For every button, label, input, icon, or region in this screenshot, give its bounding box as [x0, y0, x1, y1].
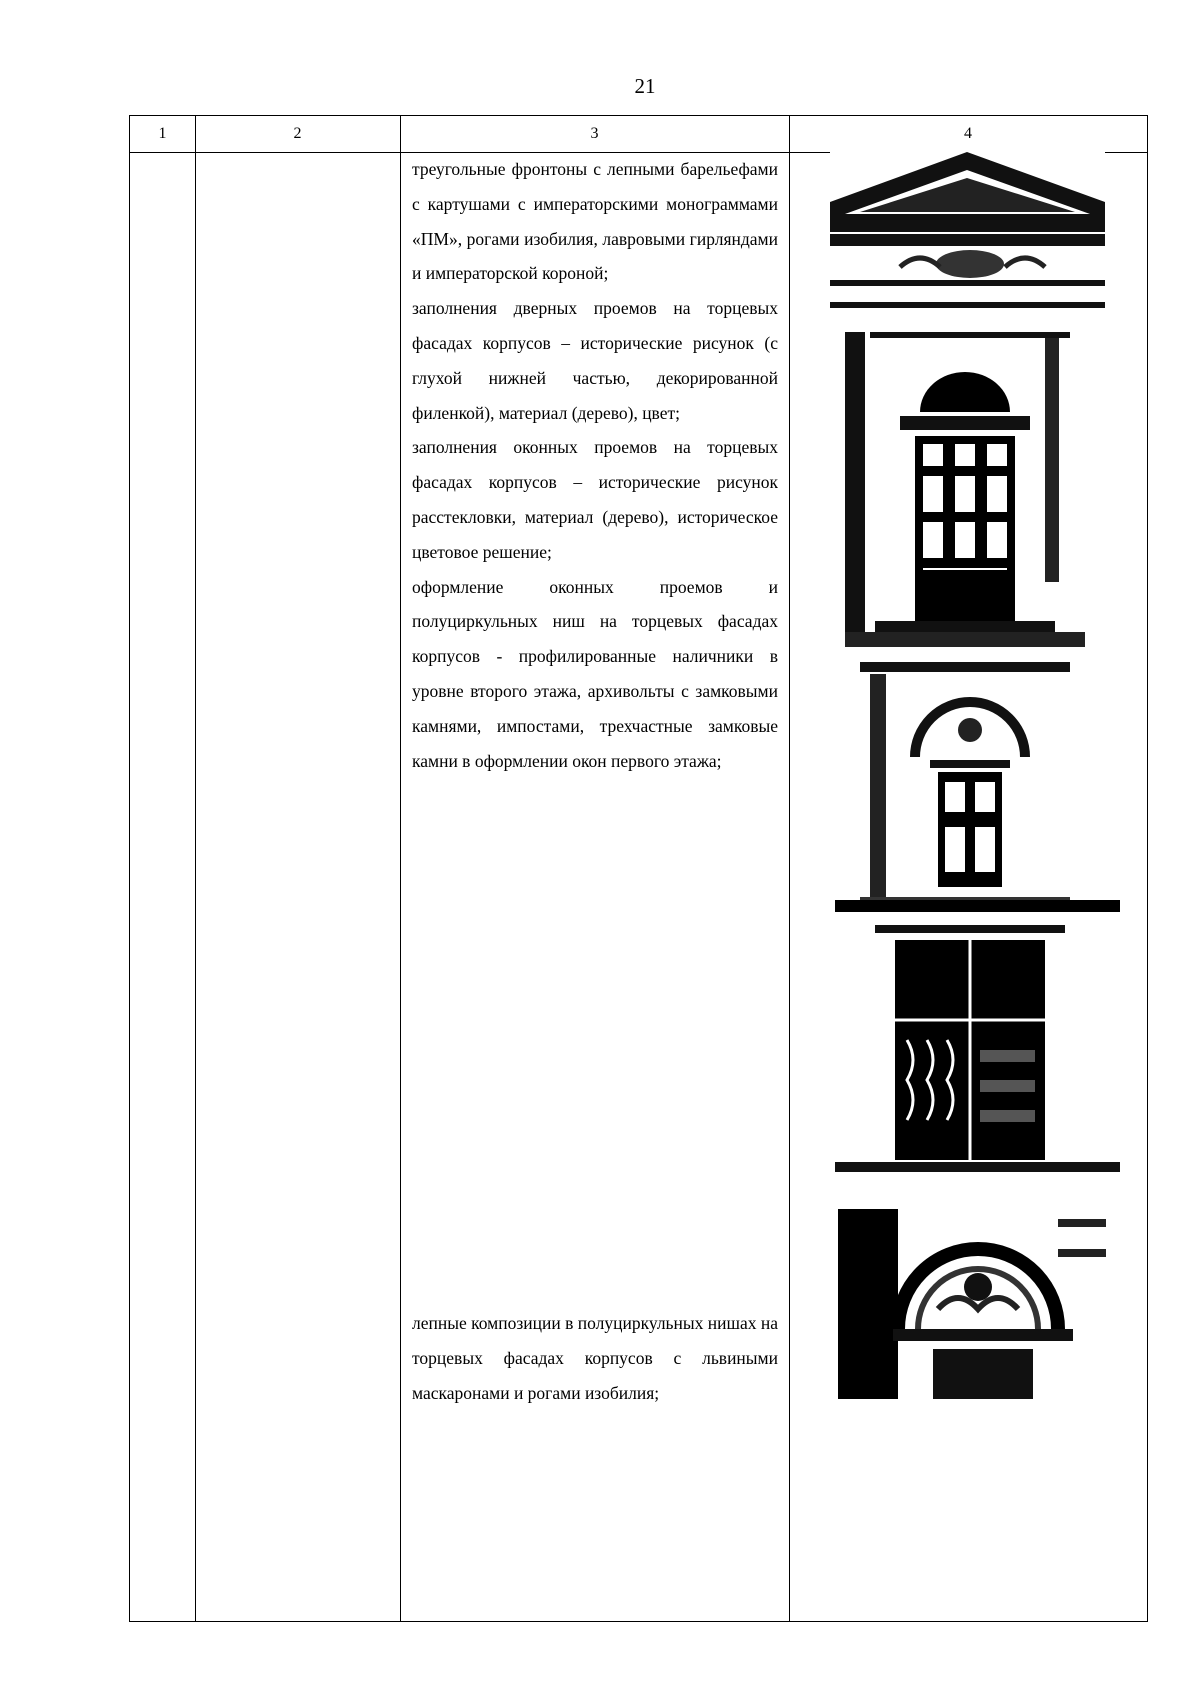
item-pediments: треугольные фронтоны с лепными барельефами с картушами с императорскими монограммами «ПМ», рогами изобилия, лавровыми гирляндами и императорской короной;	[412, 159, 778, 284]
item-window-surrounds: оформление оконных проемов и полуциркульных ниш на торцевых фасадах корпусов - профилированные наличники в уровне второго этажа, архивольты с замковыми камнями, импостами, трехчастные замковые камни в оформлении окон первого этажа;	[412, 576, 778, 771]
window-archivolt-photo	[860, 662, 1070, 932]
pediment-photo	[830, 152, 1105, 312]
page-number: 21	[634, 74, 656, 98]
column-divider	[400, 116, 401, 1621]
item-window-fillings: заполнения оконных проемов на торцевых фасадах корпусов – исторические рисунок расстекловки, материал (дерево), историческое цветовое решение;	[412, 437, 778, 562]
header-col-4: 4	[964, 125, 972, 142]
stucco-niche-photo	[838, 1209, 1106, 1399]
monument-table	[129, 115, 1148, 1622]
column-divider	[195, 116, 196, 1621]
column-divider	[789, 116, 790, 1621]
window-curtain-photo	[835, 900, 1120, 1180]
header-col-1: 1	[158, 125, 167, 142]
header-col-3: 3	[590, 125, 599, 142]
item-stucco-compositions: лепные композиции в полуциркульных нишах на торцевых фасадах корпусов с львиными маскаронами и рогами изобилия;	[412, 1313, 779, 1403]
description-block-2	[412, 1306, 778, 1410]
item-door-fillings: заполнения дверных проемов на торцевых фасадах корпусов – исторические рисунок (с глухой нижней частью, декорированной филенкой), материал (дерево), цвет;	[412, 298, 778, 423]
door-photo	[845, 332, 1085, 647]
header-col-2: 2	[293, 125, 302, 142]
description-block-1	[412, 152, 778, 778]
